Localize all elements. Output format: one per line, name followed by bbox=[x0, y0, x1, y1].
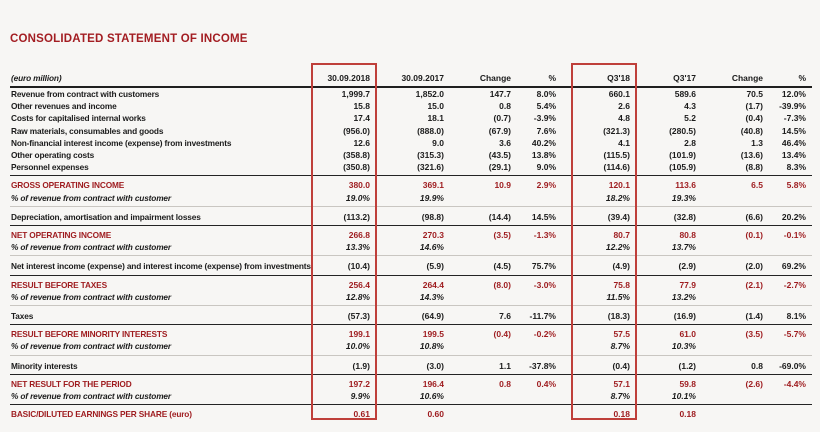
table-row bbox=[10, 325, 812, 340]
value-cell: 264.4 bbox=[422, 279, 444, 290]
table-row bbox=[10, 161, 812, 176]
value-cell: 13.7% bbox=[671, 242, 696, 253]
table-row bbox=[10, 340, 812, 355]
value-cell: (98.8) bbox=[421, 211, 444, 222]
value-cell: -69.0% bbox=[779, 360, 806, 371]
value-cell: (39.4) bbox=[607, 211, 630, 222]
value-cell: (1.9) bbox=[352, 360, 370, 371]
value-cell: (0.4) bbox=[612, 360, 630, 371]
value-cell: 0.61 bbox=[353, 409, 370, 420]
table-row bbox=[10, 149, 812, 161]
row-label: RESULT BEFORE MINORITY INTERESTS bbox=[11, 329, 168, 340]
value-cell: (3.5) bbox=[745, 329, 763, 340]
value-cell: 10.9 bbox=[494, 180, 511, 191]
table-row bbox=[10, 306, 812, 325]
value-cell: 0.60 bbox=[427, 409, 444, 420]
row-label: Taxes bbox=[11, 311, 34, 322]
row-label: % of revenue from contract with customer bbox=[11, 391, 171, 402]
column-header-7: % bbox=[798, 72, 806, 83]
value-cell: 1,999.7 bbox=[341, 89, 370, 99]
value-cell: 199.5 bbox=[422, 329, 444, 340]
value-cell: 589.6 bbox=[674, 89, 696, 99]
value-cell: 40.2% bbox=[531, 137, 556, 148]
value-cell: -4.4% bbox=[783, 378, 806, 389]
value-cell: (115.5) bbox=[603, 150, 630, 161]
row-label: Minority interests bbox=[11, 360, 78, 371]
value-cell: 8.7% bbox=[610, 341, 630, 352]
row-label: GROSS OPERATING INCOME bbox=[11, 180, 125, 191]
value-cell: (1.7) bbox=[745, 101, 763, 112]
value-cell: (2.1) bbox=[745, 279, 763, 290]
value-cell: (6.6) bbox=[745, 211, 763, 222]
value-cell: (67.9) bbox=[488, 125, 511, 136]
value-cell: 147.7 bbox=[489, 89, 511, 99]
value-cell: 14.6% bbox=[419, 242, 444, 253]
value-cell: 57.1 bbox=[613, 378, 630, 389]
table-row bbox=[10, 100, 812, 112]
value-cell: 12.8% bbox=[345, 291, 370, 302]
value-cell: 75.8 bbox=[613, 279, 630, 290]
value-cell: (2.6) bbox=[745, 378, 763, 389]
value-cell: -0.2% bbox=[533, 329, 556, 340]
value-cell: 14.5% bbox=[531, 211, 556, 222]
table-row bbox=[10, 256, 812, 275]
column-header-5: Q3'17 bbox=[673, 72, 696, 83]
table-row bbox=[10, 176, 812, 191]
row-label: Depreciation, amortisation and impairment losses bbox=[11, 211, 201, 222]
value-cell: (32.8) bbox=[673, 211, 696, 222]
value-cell: (105.9) bbox=[669, 162, 696, 173]
value-cell: -39.9% bbox=[779, 101, 806, 112]
value-cell: (4.9) bbox=[612, 261, 630, 272]
value-cell: (956.0) bbox=[343, 125, 370, 136]
row-label: Non-financial interest income (expense) from investments bbox=[11, 137, 232, 148]
row-label: Other operating costs bbox=[11, 150, 95, 161]
value-cell: (1.4) bbox=[745, 311, 763, 322]
value-cell: 0.8 bbox=[751, 360, 763, 371]
value-cell: 9.0% bbox=[536, 162, 556, 173]
value-cell: (64.9) bbox=[421, 311, 444, 322]
column-header-1: 30.09.2017 bbox=[401, 72, 444, 83]
value-cell: -3.0% bbox=[533, 279, 556, 290]
value-cell: 18.1 bbox=[427, 113, 444, 124]
value-cell: 69.2% bbox=[781, 261, 806, 272]
value-cell: -7.3% bbox=[783, 113, 806, 124]
column-header-3: % bbox=[548, 72, 556, 83]
row-label: Raw materials, consumables and goods bbox=[11, 125, 164, 136]
value-cell: 19.0% bbox=[345, 192, 370, 203]
value-cell: (358.8) bbox=[343, 150, 370, 161]
value-cell: 12.0% bbox=[781, 89, 806, 99]
value-cell: 46.4% bbox=[781, 137, 806, 148]
value-cell: 57.5 bbox=[613, 329, 630, 340]
value-cell: (29.1) bbox=[488, 162, 511, 173]
value-cell: (13.6) bbox=[740, 150, 763, 161]
value-cell: (40.8) bbox=[740, 125, 763, 136]
value-cell: (321.3) bbox=[603, 125, 630, 136]
value-cell: 8.7% bbox=[610, 391, 630, 402]
value-cell: 0.4% bbox=[536, 378, 556, 389]
value-cell: (0.1) bbox=[745, 230, 763, 241]
value-cell: 10.3% bbox=[671, 341, 696, 352]
row-label: Costs for capitalised internal works bbox=[11, 113, 146, 124]
value-cell: -0.1% bbox=[783, 230, 806, 241]
column-header-4: Q3'18 bbox=[607, 72, 630, 83]
value-cell: 3.6 bbox=[499, 137, 511, 148]
value-cell: (321.6) bbox=[417, 162, 444, 173]
table-row bbox=[10, 207, 812, 226]
value-cell: 14.3% bbox=[419, 291, 444, 302]
row-label: Revenue from contract with customers bbox=[11, 89, 160, 99]
value-cell: 660.1 bbox=[608, 89, 630, 99]
value-cell: 59.8 bbox=[679, 378, 696, 389]
value-cell: 12.6 bbox=[353, 137, 370, 148]
value-cell: (2.0) bbox=[745, 261, 763, 272]
table-row bbox=[10, 375, 812, 390]
value-cell: 113.6 bbox=[675, 180, 696, 191]
value-cell: 4.3 bbox=[684, 101, 696, 112]
value-cell: 8.0% bbox=[536, 89, 556, 99]
value-cell: 120.1 bbox=[608, 180, 630, 191]
column-header-0: 30.09.2018 bbox=[327, 72, 370, 83]
value-cell: 2.9% bbox=[536, 180, 556, 191]
value-cell: (315.3) bbox=[417, 150, 444, 161]
unit-label: (euro million) bbox=[11, 72, 62, 83]
table-row bbox=[10, 356, 812, 375]
row-label: % of revenue from contract with customer bbox=[11, 291, 171, 302]
row-label: Net interest income (expense) and interest income (expense) from investments bbox=[11, 261, 311, 272]
value-cell: 9.9% bbox=[350, 391, 370, 402]
income-statement-table bbox=[10, 62, 812, 424]
value-cell: (101.9) bbox=[669, 150, 696, 161]
value-cell: 1.1 bbox=[499, 360, 511, 371]
value-cell: (16.9) bbox=[673, 311, 696, 322]
value-cell: 5.2 bbox=[684, 113, 696, 124]
table-row bbox=[10, 241, 812, 256]
value-cell: (14.4) bbox=[488, 211, 511, 222]
value-cell: 4.1 bbox=[618, 137, 630, 148]
value-cell: (350.8) bbox=[343, 162, 370, 173]
value-cell: 8.3% bbox=[786, 162, 806, 173]
value-cell: 1.3 bbox=[751, 137, 763, 148]
value-cell: (57.3) bbox=[347, 311, 370, 322]
value-cell: 0.8 bbox=[499, 101, 511, 112]
table-row bbox=[10, 226, 812, 241]
page-title: CONSOLIDATED STATEMENT OF INCOME bbox=[10, 33, 248, 45]
value-cell: 77.9 bbox=[679, 279, 696, 290]
value-cell: (2.9) bbox=[678, 261, 696, 272]
table-row bbox=[10, 291, 812, 306]
row-label: RESULT BEFORE TAXES bbox=[11, 279, 107, 290]
value-cell: 369.1 bbox=[422, 180, 444, 191]
value-cell: (3.0) bbox=[426, 360, 444, 371]
value-cell: 15.0 bbox=[427, 101, 444, 112]
row-label: Personnel expenses bbox=[11, 162, 89, 173]
value-cell: (114.6) bbox=[603, 162, 630, 173]
value-cell: (0.7) bbox=[493, 113, 511, 124]
value-cell: 13.4% bbox=[781, 150, 806, 161]
column-header-6: Change bbox=[731, 72, 763, 83]
value-cell: 13.8% bbox=[531, 150, 556, 161]
value-cell: 10.8% bbox=[419, 341, 444, 352]
value-cell: (18.3) bbox=[607, 311, 630, 322]
value-cell: -2.7% bbox=[783, 279, 806, 290]
value-cell: (8.0) bbox=[493, 279, 511, 290]
table-rows bbox=[10, 88, 812, 424]
value-cell: 7.6 bbox=[499, 311, 511, 322]
value-cell: 13.3% bbox=[345, 242, 370, 253]
value-cell: -5.7% bbox=[783, 329, 806, 340]
value-cell: 6.5 bbox=[751, 180, 763, 191]
value-cell: 15.8 bbox=[353, 101, 370, 112]
value-cell: 19.9% bbox=[419, 192, 444, 203]
column-header-2: Change bbox=[479, 72, 511, 83]
value-cell: 256.4 bbox=[348, 279, 370, 290]
value-cell: (43.5) bbox=[488, 150, 511, 161]
row-label: NET OPERATING INCOME bbox=[11, 230, 112, 241]
value-cell: 380.0 bbox=[348, 180, 370, 191]
value-cell: 270.3 bbox=[422, 230, 444, 241]
value-cell: 10.0% bbox=[345, 341, 370, 352]
value-cell: 0.18 bbox=[679, 409, 696, 420]
value-cell: -11.7% bbox=[529, 311, 556, 322]
value-cell: (1.2) bbox=[678, 360, 696, 371]
value-cell: 197.2 bbox=[348, 378, 370, 389]
table-row bbox=[10, 112, 812, 124]
value-cell: -37.8% bbox=[529, 360, 556, 371]
value-cell: 80.7 bbox=[613, 230, 630, 241]
value-cell: (8.8) bbox=[745, 162, 763, 173]
value-cell: 18.2% bbox=[605, 192, 630, 203]
value-cell: -3.9% bbox=[533, 113, 556, 124]
table-row bbox=[10, 276, 812, 291]
value-cell: 199.1 bbox=[348, 329, 370, 340]
value-cell: 0.8 bbox=[499, 378, 511, 389]
value-cell: (5.9) bbox=[426, 261, 444, 272]
value-cell: 10.6% bbox=[419, 391, 444, 402]
value-cell: (10.4) bbox=[347, 261, 370, 272]
value-cell: 17.4 bbox=[353, 113, 370, 124]
value-cell: 1,852.0 bbox=[415, 89, 444, 99]
table-row bbox=[10, 88, 812, 100]
table-row bbox=[10, 125, 812, 137]
value-cell: 266.8 bbox=[348, 230, 370, 241]
row-label: % of revenue from contract with customer bbox=[11, 341, 171, 352]
table-row bbox=[10, 137, 812, 149]
value-cell: 13.2% bbox=[671, 291, 696, 302]
value-cell: 5.8% bbox=[786, 180, 806, 191]
value-cell: (280.5) bbox=[669, 125, 696, 136]
row-label: NET RESULT FOR THE PERIOD bbox=[11, 378, 132, 389]
value-cell: 2.8 bbox=[684, 137, 696, 148]
table-row bbox=[10, 405, 812, 424]
value-cell: (0.4) bbox=[493, 329, 511, 340]
value-cell: 0.18 bbox=[613, 409, 630, 420]
value-cell: 75.7% bbox=[531, 261, 556, 272]
value-cell: (0.4) bbox=[745, 113, 763, 124]
value-cell: 20.2% bbox=[781, 211, 806, 222]
value-cell: 70.5 bbox=[746, 89, 763, 99]
value-cell: 12.2% bbox=[605, 242, 630, 253]
table-header-row bbox=[10, 62, 812, 88]
value-cell: 11.5% bbox=[606, 291, 630, 302]
table-row bbox=[10, 192, 812, 207]
table-row bbox=[10, 390, 812, 405]
value-cell: (113.2) bbox=[343, 211, 370, 222]
row-label: % of revenue from contract with customer bbox=[11, 192, 171, 203]
row-label: % of revenue from contract with customer bbox=[11, 242, 171, 253]
value-cell: 61.0 bbox=[679, 329, 696, 340]
value-cell: 9.0 bbox=[432, 137, 444, 148]
value-cell: 196.4 bbox=[422, 378, 444, 389]
value-cell: 19.3% bbox=[671, 192, 696, 203]
value-cell: -1.3% bbox=[533, 230, 556, 241]
value-cell: (3.5) bbox=[493, 230, 511, 241]
value-cell: 5.4% bbox=[536, 101, 556, 112]
value-cell: (888.0) bbox=[417, 125, 444, 136]
value-cell: 8.1% bbox=[786, 311, 806, 322]
row-label: BASIC/DILUTED EARNINGS PER SHARE (euro) bbox=[11, 409, 192, 420]
row-label: Other revenues and income bbox=[11, 101, 117, 112]
value-cell: 14.5% bbox=[781, 125, 806, 136]
value-cell: 4.8 bbox=[618, 113, 630, 124]
value-cell: 80.8 bbox=[679, 230, 696, 241]
value-cell: 2.6 bbox=[618, 101, 630, 112]
value-cell: 10.1% bbox=[671, 391, 696, 402]
value-cell: (4.5) bbox=[493, 261, 511, 272]
value-cell: 7.6% bbox=[536, 125, 556, 136]
